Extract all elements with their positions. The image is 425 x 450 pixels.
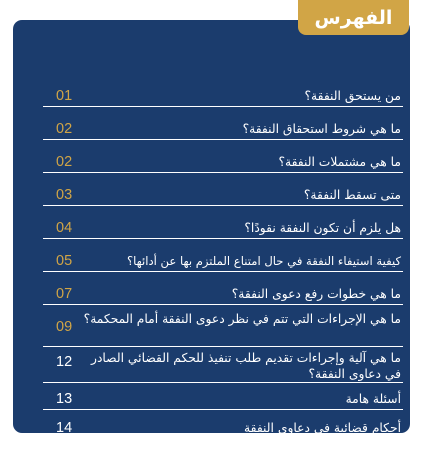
- toc-page-number: 03: [56, 187, 73, 203]
- toc-row[interactable]: [43, 82, 403, 107]
- toc-page-number: 12: [56, 354, 73, 370]
- toc-entry-text: ما هي مشتملات النفقة؟: [278, 155, 401, 169]
- toc-entry-text: ما هي الإجراءات التي تتم في نظر دعوى النفقة أمام المحكمة؟: [83, 312, 401, 326]
- toc-row[interactable]: [43, 272, 403, 305]
- toc-entry-text: أحكام قضائية في دعاوى النفقة: [244, 421, 401, 435]
- toc-entry-text: أسئلة هامة: [345, 392, 401, 406]
- toc-entry-text: ما هي خطوات رفع دعوى النفقة؟: [231, 287, 401, 301]
- toc-row[interactable]: [43, 107, 403, 140]
- toc-entry-text: هل يلزم أن تكون النفقة نقودًا؟: [244, 221, 401, 235]
- toc-row[interactable]: [43, 239, 403, 272]
- toc-row[interactable]: [43, 383, 403, 410]
- toc-page-number: 05: [56, 253, 73, 269]
- toc-entry-text: متى تسقط النفقة؟: [303, 188, 401, 202]
- toc-row[interactable]: [43, 206, 403, 239]
- toc-entry-text: من يستحق النفقة؟: [304, 89, 401, 103]
- toc-page-number: 07: [56, 286, 73, 302]
- toc-page-number: 13: [56, 391, 73, 407]
- toc-page-number: 01: [56, 88, 73, 104]
- toc-title-tab: [298, 0, 409, 35]
- toc-row[interactable]: [43, 140, 403, 173]
- toc-page-number: 02: [56, 121, 73, 137]
- toc-row[interactable]: [43, 347, 403, 383]
- toc-entry-text: كيفية استيفاء النفقة في حال امتناع الملتزم بها عن أدائها؟: [126, 254, 401, 268]
- toc-entry-text: ما هي شروط استحقاق النفقة؟: [242, 122, 401, 136]
- toc-entry-text: ما هي آلية وإجراءات تقديم طلب تنفيذ للحكم القضائي الصادر في دعاوى النفقة؟: [91, 351, 401, 381]
- toc-page-number: 04: [56, 220, 73, 236]
- toc-row[interactable]: [43, 305, 403, 347]
- toc-panel: [13, 20, 410, 436]
- toc-list: [43, 82, 403, 440]
- toc-row[interactable]: [43, 173, 403, 206]
- toc-page-number: 14: [56, 420, 73, 436]
- toc-page-number: 09: [56, 319, 73, 335]
- toc-page-number: 02: [56, 154, 73, 170]
- page-title: الفهرس: [314, 6, 393, 29]
- toc-row[interactable]: [43, 410, 403, 440]
